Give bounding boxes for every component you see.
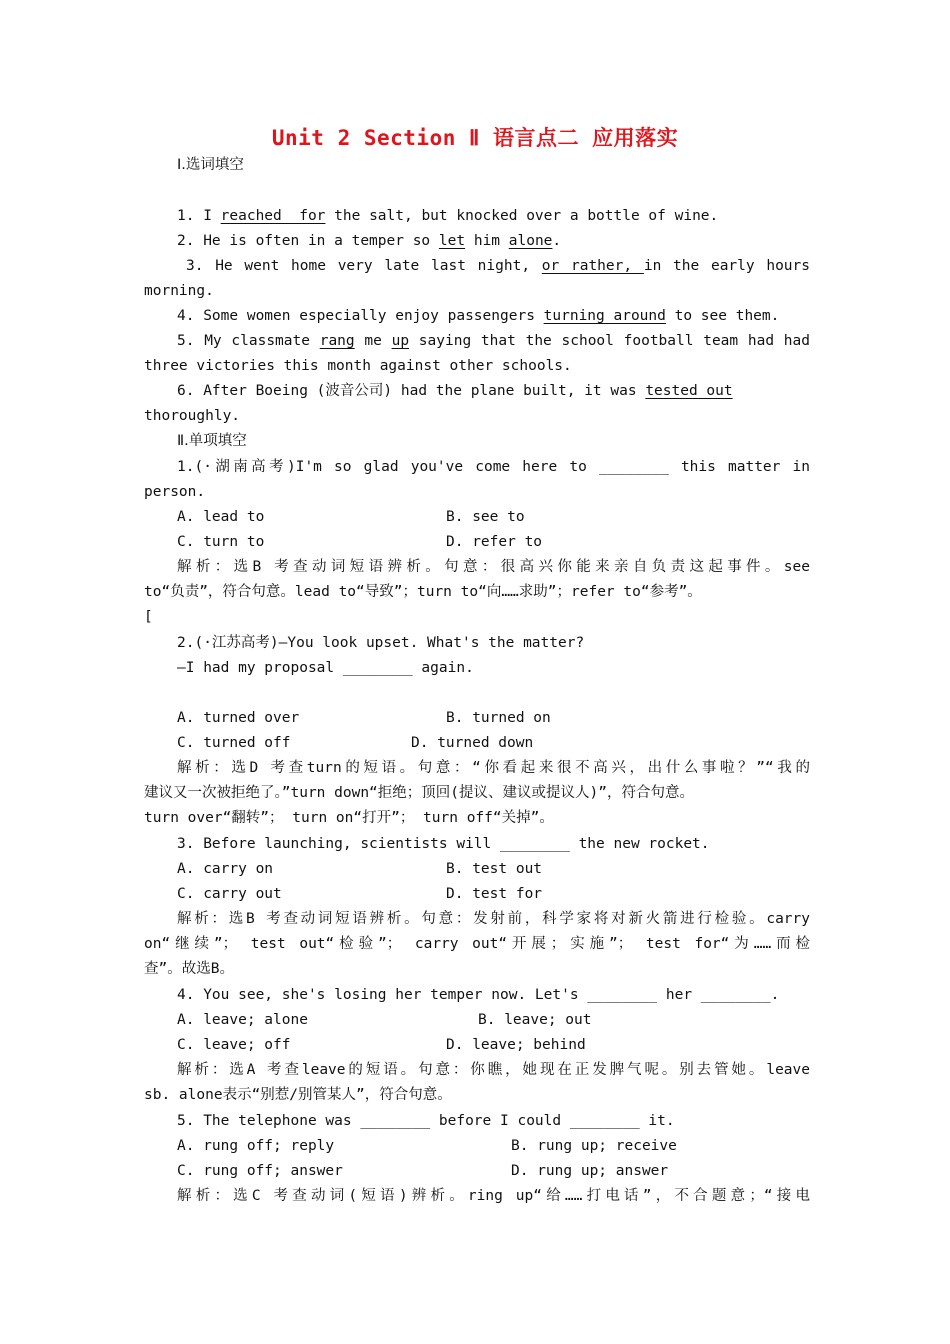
fill-question-2: 2. He is often in a temper so let him alone. <box>177 233 562 249</box>
option-c: C. carry out <box>177 886 282 902</box>
option-b: B. see to <box>446 509 525 525</box>
option-d: D. rung up; answer <box>511 1163 669 1179</box>
option-d: D. refer to <box>446 534 543 550</box>
option-a: A. leave; alone <box>177 1012 308 1028</box>
page-title: Unit 2 Section Ⅱ 语言点二 应用落实 <box>271 126 679 150</box>
mc-question-4-explanation-1: 解析：选A 考查leave的短语。句意：你瞧，她现在正发脾气呢。别去管她。leave <box>177 1062 810 1078</box>
fill-question-6-cont: thoroughly. <box>144 408 241 424</box>
mc-question-1-stem-cont: person. <box>144 484 206 500</box>
option-c: C. leave; off <box>177 1037 291 1053</box>
option-d: D. turned down <box>411 735 534 751</box>
mc-question-1-options-cd <box>0 530 950 555</box>
option-b: B. turned on <box>446 710 551 726</box>
option-d: D. test for <box>446 886 543 902</box>
mc-question-2-options-cd <box>0 731 950 756</box>
mc-question-1-explanation-2: to“负责”，符合句意。lead to“导致”；turn to“向……求助”；refer to“参考”。 <box>144 584 702 600</box>
option-c: C. rung off; answer <box>177 1163 343 1179</box>
mc-question-2-stem: 2.(·江苏高考)—You look upset. What's the matter? <box>177 635 585 651</box>
section-heading-1: Ⅰ.选词填空 <box>177 157 244 173</box>
option-a: A. turned over <box>177 710 300 726</box>
fill-question-3: 3. He went home very late last night, or rather, in the early hours <box>186 258 810 274</box>
option-b: B. rung up; receive <box>511 1138 677 1154</box>
mc-question-5-options-cd <box>0 1159 950 1184</box>
option-b: B. test out <box>446 861 543 877</box>
option-a: A. rung off; reply <box>177 1138 335 1154</box>
mc-question-3-options-cd <box>0 882 950 907</box>
mc-question-2-options-ab <box>0 706 950 731</box>
mc-question-3-options-ab <box>0 857 950 882</box>
option-b: B. leave; out <box>478 1012 592 1028</box>
mc-question-5-explanation-1: 解析：选C 考查动词(短语)辨析。ring up“给……打电话”，不合题意；“接电 <box>177 1188 810 1204</box>
mc-question-4-explanation-2: sb. alone表示“别惹/别管某人”，符合句意。 <box>144 1087 452 1103</box>
fill-question-6: 6. After Boeing (波音公司) had the plane built, it was tested out <box>177 383 733 399</box>
fill-question-4: 4. Some women especially enjoy passengers turning around to see them. <box>177 308 780 324</box>
fill-question-5: 5. My classmate rang me up saying that the school football team had had <box>177 333 810 349</box>
fill-question-5-cont: three victories this month against other schools. <box>144 358 572 374</box>
fill-question-3-cont: morning. <box>144 283 214 299</box>
mc-question-3-explanation-1: 解析：选B 考查动词短语辨析。句意：发射前，科学家将对新火箭进行检验。carry <box>177 911 810 927</box>
mc-question-1-options-ab <box>0 505 950 530</box>
mc-question-4-options-ab <box>0 1008 950 1033</box>
option-c: C. turned off <box>177 735 291 751</box>
mc-question-1-stem: 1.(·湖南高考)I'm so glad you've come here to ________ this matter in <box>177 459 810 475</box>
mc-question-3-explanation-3: 查”。故选B。 <box>144 961 234 977</box>
option-d: D. leave; behind <box>446 1037 586 1053</box>
option-a: A. lead to <box>177 509 265 525</box>
mc-question-3-explanation-2: on“继续”； test out“检验”； carry out“开展；实施”； test for“为……而检 <box>144 936 810 952</box>
mc-question-3-stem: 3. Before launching, scientists will ________ the new rocket. <box>177 836 710 852</box>
mc-question-2-stem-2: —I had my proposal ________ again. <box>177 660 474 676</box>
mc-question-5-options-ab <box>0 1134 950 1159</box>
mc-question-4-stem: 4. You see, she's losing her temper now. Let's ________ her ________. <box>177 987 780 1003</box>
mc-question-2-explanation-2: 建议又一次被拒绝了。”turn down“拒绝；顶回(提议、建议或提议人)”，符合句意。 <box>144 785 694 801</box>
mc-question-4-options-cd <box>0 1033 950 1058</box>
mc-question-1-explanation-1: 解析：选B 考查动词短语辨析。句意：很高兴你能来亲自负责这起事件。see <box>177 559 810 575</box>
mc-question-2-explanation-3: turn over“翻转”； turn on“打开”； turn off“关掉”。 <box>144 810 554 826</box>
option-c: C. turn to <box>177 534 265 550</box>
section-heading-2: Ⅱ.单项填空 <box>177 433 247 449</box>
option-a: A. carry on <box>177 861 274 877</box>
fill-question-1: 1. I reached for the salt, but knocked over a bottle of wine. <box>177 208 719 224</box>
mc-question-1-explanation-3: [ <box>144 609 153 625</box>
mc-question-5-stem: 5. The telephone was ________ before I could ________ it. <box>177 1113 675 1129</box>
mc-question-2-explanation-1: 解析：选D 考查turn的短语。句意：“你看起来很不高兴，出什么事啦？”“我的 <box>177 760 810 776</box>
